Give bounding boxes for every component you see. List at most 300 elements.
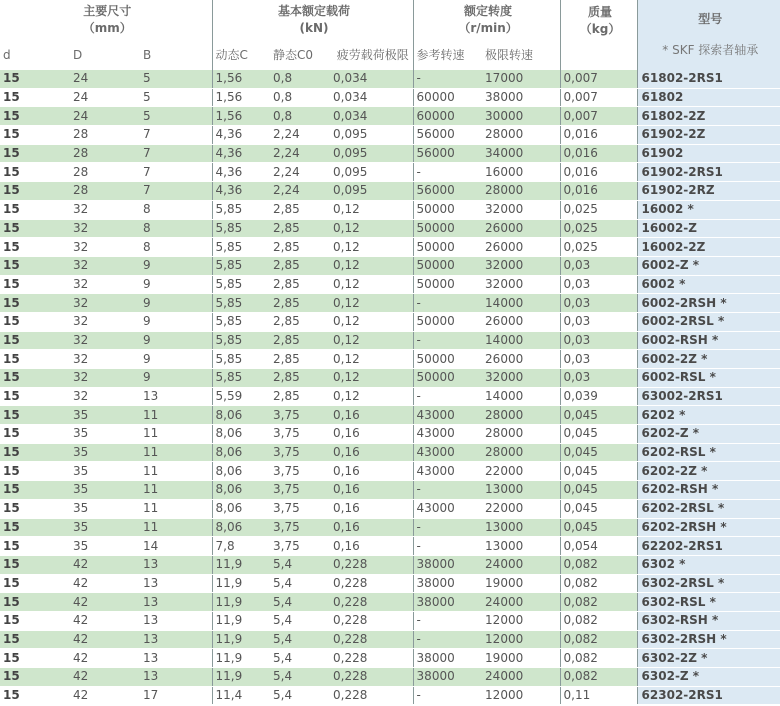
cell-fatigue: 0,16 [330, 462, 413, 481]
table-row [0, 126, 780, 145]
cell-limit-speed: 32000 [482, 275, 560, 294]
cell-static: 5,4 [270, 686, 330, 705]
cell-model: 63002-2RS1 [637, 387, 780, 406]
cell-ref-speed: 50000 [413, 219, 482, 238]
cell-D: 42 [70, 574, 140, 593]
table-row [0, 219, 780, 238]
cell-mass: 0,025 [560, 200, 637, 219]
cell-D: 32 [70, 256, 140, 275]
cell-mass: 0,016 [560, 182, 637, 201]
table-row [0, 163, 780, 182]
cell-d: 15 [0, 387, 70, 406]
cell-D: 32 [70, 238, 140, 257]
cell-d: 15 [0, 443, 70, 462]
cell-ref-speed: 50000 [413, 238, 482, 257]
cell-static: 3,75 [270, 462, 330, 481]
cell-dynamic: 5,85 [212, 369, 270, 388]
cell-dynamic: 4,36 [212, 182, 270, 201]
cell-fatigue: 0,228 [330, 555, 413, 574]
cell-ref-speed: - [413, 70, 482, 88]
cell-mass: 0,045 [560, 481, 637, 500]
cell-model: 6302-2RSH * [637, 630, 780, 649]
cell-mass: 0,054 [560, 537, 637, 556]
table-row [0, 406, 780, 425]
cell-B: 5 [140, 70, 212, 88]
cell-mass: 0,045 [560, 462, 637, 481]
cell-d: 15 [0, 649, 70, 668]
cell-dynamic: 7,8 [212, 537, 270, 556]
cell-static: 0,8 [270, 88, 330, 107]
cell-limit-speed: 28000 [482, 406, 560, 425]
cell-limit-speed: 13000 [482, 518, 560, 537]
cell-dynamic: 5,85 [212, 256, 270, 275]
cell-model: 61902-2Z [637, 126, 780, 145]
cell-D: 32 [70, 275, 140, 294]
cell-d: 15 [0, 182, 70, 201]
cell-mass: 0,03 [560, 256, 637, 275]
cell-B: 13 [140, 668, 212, 687]
cell-fatigue: 0,095 [330, 163, 413, 182]
cell-ref-speed: 56000 [413, 144, 482, 163]
cell-static: 3,75 [270, 425, 330, 444]
cell-dynamic: 1,56 [212, 107, 270, 126]
cell-fatigue: 0,16 [330, 406, 413, 425]
cell-mass: 0,045 [560, 518, 637, 537]
cell-ref-speed: - [413, 518, 482, 537]
table-row [0, 462, 780, 481]
cell-fatigue: 0,16 [330, 425, 413, 444]
cell-d: 15 [0, 630, 70, 649]
cell-d: 15 [0, 574, 70, 593]
cell-d: 15 [0, 481, 70, 500]
cell-B: 9 [140, 275, 212, 294]
cell-ref-speed: 43000 [413, 499, 482, 518]
cell-limit-speed: 12000 [482, 611, 560, 630]
cell-D: 35 [70, 443, 140, 462]
cell-ref-speed: 56000 [413, 182, 482, 201]
cell-model: 6202-RSL * [637, 443, 780, 462]
cell-fatigue: 0,034 [330, 107, 413, 126]
cell-B: 7 [140, 144, 212, 163]
cell-limit-speed: 28000 [482, 182, 560, 201]
cell-B: 11 [140, 481, 212, 500]
cell-D: 32 [70, 369, 140, 388]
cell-fatigue: 0,034 [330, 70, 413, 88]
cell-D: 32 [70, 331, 140, 350]
cell-model: 61902 [637, 144, 780, 163]
cell-ref-speed: 38000 [413, 574, 482, 593]
cell-D: 35 [70, 499, 140, 518]
cell-fatigue: 0,12 [330, 350, 413, 369]
cell-fatigue: 0,12 [330, 275, 413, 294]
cell-fatigue: 0,16 [330, 481, 413, 500]
cell-d: 15 [0, 611, 70, 630]
cell-D: 32 [70, 312, 140, 331]
cell-dynamic: 5,85 [212, 331, 270, 350]
cell-static: 5,4 [270, 593, 330, 612]
cell-fatigue: 0,12 [330, 238, 413, 257]
cell-ref-speed: 60000 [413, 88, 482, 107]
cell-d: 15 [0, 163, 70, 182]
table-row [0, 593, 780, 612]
cell-limit-speed: 19000 [482, 574, 560, 593]
cell-limit-speed: 38000 [482, 88, 560, 107]
cell-B: 9 [140, 369, 212, 388]
cell-limit-speed: 14000 [482, 387, 560, 406]
cell-fatigue: 0,095 [330, 182, 413, 201]
cell-dynamic: 8,06 [212, 406, 270, 425]
cell-mass: 0,082 [560, 555, 637, 574]
table-row [0, 668, 780, 687]
cell-ref-speed: - [413, 294, 482, 313]
cell-mass: 0,082 [560, 593, 637, 612]
cell-static: 5,4 [270, 668, 330, 687]
col-static: 静态C0 [270, 40, 330, 70]
cell-ref-speed: - [413, 331, 482, 350]
cell-dynamic: 11,9 [212, 649, 270, 668]
table-row [0, 443, 780, 462]
cell-D: 35 [70, 481, 140, 500]
cell-fatigue: 0,12 [330, 369, 413, 388]
cell-dynamic: 11,9 [212, 668, 270, 687]
cell-limit-speed: 32000 [482, 200, 560, 219]
cell-ref-speed: - [413, 630, 482, 649]
cell-static: 2,85 [270, 331, 330, 350]
cell-model: 6302-2Z * [637, 649, 780, 668]
cell-mass: 0,045 [560, 425, 637, 444]
cell-limit-speed: 12000 [482, 686, 560, 705]
cell-model: 6202-2RSL * [637, 499, 780, 518]
cell-d: 15 [0, 350, 70, 369]
table-row [0, 331, 780, 350]
table-row [0, 88, 780, 107]
cell-d: 15 [0, 462, 70, 481]
cell-model: 6302-Z * [637, 668, 780, 687]
cell-D: 35 [70, 462, 140, 481]
cell-fatigue: 0,12 [330, 331, 413, 350]
cell-d: 15 [0, 294, 70, 313]
cell-model: 16002-2Z [637, 238, 780, 257]
cell-D: 42 [70, 593, 140, 612]
cell-D: 28 [70, 126, 140, 145]
cell-B: 9 [140, 331, 212, 350]
cell-mass: 0,082 [560, 668, 637, 687]
cell-B: 8 [140, 238, 212, 257]
cell-static: 5,4 [270, 574, 330, 593]
cell-ref-speed: 43000 [413, 406, 482, 425]
cell-D: 28 [70, 163, 140, 182]
cell-static: 2,85 [270, 387, 330, 406]
cell-d: 15 [0, 200, 70, 219]
cell-mass: 0,11 [560, 686, 637, 705]
cell-B: 13 [140, 387, 212, 406]
cell-D: 32 [70, 219, 140, 238]
header-speed-group: 额定转度 （r/min） [413, 0, 560, 40]
table-row [0, 574, 780, 593]
table-row [0, 611, 780, 630]
cell-d: 15 [0, 70, 70, 88]
cell-d: 15 [0, 107, 70, 126]
col-fatigue: 疲劳载荷极限 [330, 40, 413, 70]
cell-model: 6002-2Z * [637, 350, 780, 369]
cell-static: 2,85 [270, 312, 330, 331]
cell-static: 3,75 [270, 537, 330, 556]
cell-limit-speed: 34000 [482, 144, 560, 163]
cell-B: 13 [140, 593, 212, 612]
cell-B: 13 [140, 611, 212, 630]
table-row [0, 518, 780, 537]
cell-dynamic: 5,85 [212, 200, 270, 219]
table-row [0, 481, 780, 500]
cell-limit-speed: 24000 [482, 555, 560, 574]
cell-model: 6202-2Z * [637, 462, 780, 481]
cell-model: 6002-2RSL * [637, 312, 780, 331]
cell-model: 61902-2RZ [637, 182, 780, 201]
cell-B: 11 [140, 499, 212, 518]
cell-static: 2,85 [270, 238, 330, 257]
cell-static: 0,8 [270, 107, 330, 126]
table-row [0, 275, 780, 294]
table-row [0, 555, 780, 574]
cell-d: 15 [0, 238, 70, 257]
col-B: B [140, 40, 212, 70]
cell-ref-speed: 43000 [413, 443, 482, 462]
cell-limit-speed: 13000 [482, 537, 560, 556]
cell-D: 42 [70, 649, 140, 668]
cell-mass: 0,03 [560, 350, 637, 369]
table-row [0, 256, 780, 275]
cell-static: 2,85 [270, 369, 330, 388]
table-row [0, 499, 780, 518]
cell-static: 3,75 [270, 406, 330, 425]
cell-B: 9 [140, 312, 212, 331]
cell-dynamic: 8,06 [212, 425, 270, 444]
cell-B: 17 [140, 686, 212, 705]
table-row [0, 686, 780, 705]
cell-dynamic: 8,06 [212, 499, 270, 518]
cell-dynamic: 5,85 [212, 312, 270, 331]
table-row [0, 630, 780, 649]
cell-mass: 0,025 [560, 219, 637, 238]
cell-static: 3,75 [270, 499, 330, 518]
cell-mass: 0,045 [560, 406, 637, 425]
cell-limit-speed: 19000 [482, 649, 560, 668]
cell-B: 9 [140, 294, 212, 313]
cell-limit-speed: 32000 [482, 256, 560, 275]
cell-dynamic: 1,56 [212, 70, 270, 88]
cell-mass: 0,045 [560, 443, 637, 462]
cell-mass: 0,016 [560, 163, 637, 182]
cell-static: 2,85 [270, 200, 330, 219]
cell-ref-speed: 43000 [413, 462, 482, 481]
cell-d: 15 [0, 593, 70, 612]
cell-model: 6302-2RSL * [637, 574, 780, 593]
cell-mass: 0,016 [560, 144, 637, 163]
cell-d: 15 [0, 369, 70, 388]
col-dynamic: 动态C [212, 40, 270, 70]
cell-D: 42 [70, 555, 140, 574]
cell-D: 35 [70, 406, 140, 425]
cell-dynamic: 5,85 [212, 294, 270, 313]
cell-d: 15 [0, 219, 70, 238]
table-body [0, 70, 780, 705]
cell-model: 6302 * [637, 555, 780, 574]
cell-ref-speed: 50000 [413, 312, 482, 331]
cell-static: 2,85 [270, 256, 330, 275]
cell-limit-speed: 24000 [482, 593, 560, 612]
cell-dynamic: 11,9 [212, 574, 270, 593]
cell-D: 32 [70, 350, 140, 369]
cell-fatigue: 0,16 [330, 443, 413, 462]
cell-d: 15 [0, 126, 70, 145]
cell-d: 15 [0, 88, 70, 107]
cell-ref-speed: 50000 [413, 200, 482, 219]
cell-model: 16002-Z [637, 219, 780, 238]
cell-static: 2,24 [270, 182, 330, 201]
cell-model: 6002-RSH * [637, 331, 780, 350]
cell-fatigue: 0,228 [330, 593, 413, 612]
cell-fatigue: 0,12 [330, 312, 413, 331]
cell-fatigue: 0,228 [330, 574, 413, 593]
cell-dynamic: 11,4 [212, 686, 270, 705]
col-ref-speed: 参考转速 [413, 40, 482, 70]
cell-model: 61802 [637, 88, 780, 107]
cell-limit-speed: 26000 [482, 238, 560, 257]
cell-B: 9 [140, 256, 212, 275]
cell-B: 14 [140, 537, 212, 556]
cell-d: 15 [0, 518, 70, 537]
header-load-group: 基本额定载荷 (kN) [212, 0, 413, 40]
cell-dynamic: 11,9 [212, 593, 270, 612]
cell-limit-speed: 13000 [482, 481, 560, 500]
cell-fatigue: 0,228 [330, 611, 413, 630]
cell-D: 35 [70, 425, 140, 444]
cell-B: 8 [140, 200, 212, 219]
table-row [0, 294, 780, 313]
cell-limit-speed: 14000 [482, 331, 560, 350]
cell-dynamic: 4,36 [212, 144, 270, 163]
cell-B: 9 [140, 350, 212, 369]
cell-static: 2,24 [270, 163, 330, 182]
cell-limit-speed: 26000 [482, 219, 560, 238]
cell-mass: 0,03 [560, 294, 637, 313]
header-model: 型号 * SKF 探索者轴承 [637, 0, 780, 70]
cell-static: 2,24 [270, 126, 330, 145]
cell-B: 11 [140, 518, 212, 537]
cell-d: 15 [0, 406, 70, 425]
cell-limit-speed: 14000 [482, 294, 560, 313]
cell-mass: 0,007 [560, 88, 637, 107]
table-row [0, 238, 780, 257]
cell-ref-speed: 56000 [413, 126, 482, 145]
cell-B: 13 [140, 555, 212, 574]
cell-B: 5 [140, 88, 212, 107]
cell-ref-speed: 38000 [413, 649, 482, 668]
cell-B: 11 [140, 462, 212, 481]
cell-model: 6202-2RSH * [637, 518, 780, 537]
cell-B: 8 [140, 219, 212, 238]
cell-D: 28 [70, 144, 140, 163]
cell-ref-speed: 60000 [413, 107, 482, 126]
cell-D: 28 [70, 182, 140, 201]
cell-ref-speed: - [413, 686, 482, 705]
cell-B: 13 [140, 630, 212, 649]
table-row [0, 649, 780, 668]
cell-B: 11 [140, 425, 212, 444]
cell-fatigue: 0,095 [330, 144, 413, 163]
cell-B: 7 [140, 182, 212, 201]
cell-limit-speed: 26000 [482, 350, 560, 369]
cell-d: 15 [0, 144, 70, 163]
cell-fatigue: 0,12 [330, 387, 413, 406]
cell-fatigue: 0,095 [330, 126, 413, 145]
cell-model: 61802-2RS1 [637, 70, 780, 88]
table-row [0, 387, 780, 406]
cell-d: 15 [0, 256, 70, 275]
cell-model: 6302-RSL * [637, 593, 780, 612]
cell-d: 15 [0, 537, 70, 556]
cell-ref-speed: 50000 [413, 369, 482, 388]
cell-dynamic: 11,9 [212, 555, 270, 574]
cell-B: 11 [140, 443, 212, 462]
cell-ref-speed: - [413, 481, 482, 500]
cell-ref-speed: 38000 [413, 668, 482, 687]
cell-limit-speed: 28000 [482, 126, 560, 145]
cell-limit-speed: 24000 [482, 668, 560, 687]
cell-ref-speed: 38000 [413, 593, 482, 612]
cell-limit-speed: 12000 [482, 630, 560, 649]
cell-fatigue: 0,228 [330, 668, 413, 687]
cell-ref-speed: 38000 [413, 555, 482, 574]
table-row [0, 200, 780, 219]
cell-static: 5,4 [270, 630, 330, 649]
cell-D: 32 [70, 294, 140, 313]
cell-D: 42 [70, 611, 140, 630]
cell-D: 42 [70, 686, 140, 705]
cell-dynamic: 5,85 [212, 238, 270, 257]
table-row [0, 369, 780, 388]
cell-model: 6202-Z * [637, 425, 780, 444]
cell-dynamic: 5,85 [212, 219, 270, 238]
cell-D: 35 [70, 518, 140, 537]
cell-B: 5 [140, 107, 212, 126]
cell-ref-speed: - [413, 537, 482, 556]
cell-static: 3,75 [270, 443, 330, 462]
cell-model: 6002-Z * [637, 256, 780, 275]
cell-ref-speed: 50000 [413, 275, 482, 294]
col-d: d [0, 40, 70, 70]
cell-static: 2,85 [270, 294, 330, 313]
cell-mass: 0,025 [560, 238, 637, 257]
cell-ref-speed: 50000 [413, 350, 482, 369]
cell-dynamic: 5,85 [212, 275, 270, 294]
cell-model: 6302-RSH * [637, 611, 780, 630]
cell-fatigue: 0,12 [330, 200, 413, 219]
cell-dynamic: 4,36 [212, 126, 270, 145]
cell-d: 15 [0, 555, 70, 574]
cell-mass: 0,03 [560, 275, 637, 294]
cell-mass: 0,016 [560, 126, 637, 145]
cell-D: 24 [70, 70, 140, 88]
cell-mass: 0,03 [560, 369, 637, 388]
cell-ref-speed: 50000 [413, 256, 482, 275]
cell-static: 2,85 [270, 350, 330, 369]
cell-fatigue: 0,228 [330, 630, 413, 649]
col-D: D [70, 40, 140, 70]
cell-ref-speed: 43000 [413, 425, 482, 444]
cell-limit-speed: 26000 [482, 312, 560, 331]
cell-D: 35 [70, 537, 140, 556]
